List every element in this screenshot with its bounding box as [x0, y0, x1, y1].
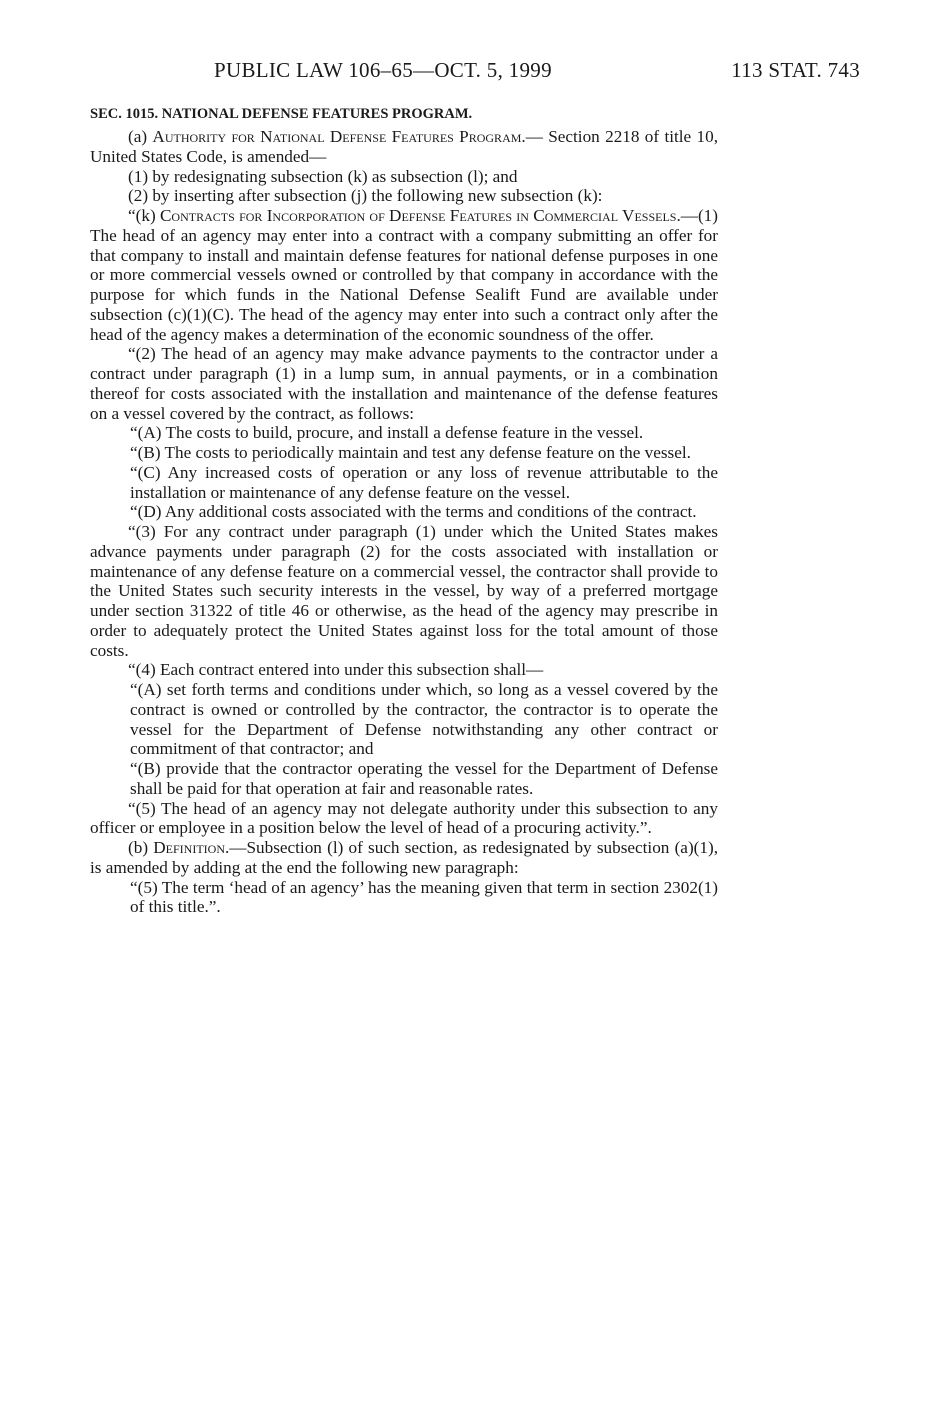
paragraph-k5: “(5) The head of an agency may not delegate authority under this subsection to any officer or employee in a position below the level of head of a procuring activity.”. [90, 798, 718, 838]
subsection-a [90, 127, 718, 167]
subsection-k-text: .—(1) The head of an agency may enter into a contract with a company submitting an offer for that company to install and maintain defense features for national defense purposes in one or more commercial vessels owned or controlled by that company in accordance with the purpose for which funds in the National Defense Sealift Fund are available under subsection (c)(1)(C). The head of the agency may enter into such a contract only after the head of the agency makes a determination of the economic soundness of the offer. [90, 206, 718, 344]
paragraph-k2D: “(D) Any additional costs associated with the terms and conditions of the contract. [130, 502, 697, 522]
paragraph-k4: “(4) Each contract entered into under this subsection shall— [128, 660, 544, 680]
paragraph-a1: (1) by redesignating subsection (k) as subsection (l); and [128, 166, 518, 186]
subsection-b-text: .—Subsection (l) of such section, as redesignated by subsection (a)(1), is amended by adding at the end the following new paragraph: [90, 838, 718, 877]
paragraph-k4A: “(A) set forth terms and conditions under which, so long as a vessel covered by the contract is owned or controlled by the contractor, the contractor is to operate the vessel for the Department of Defense notwithstanding any other contract or commitment of that contractor; and [130, 680, 718, 759]
subsection-b-heading: Definition [153, 838, 225, 857]
paragraph-k3: “(3) For any contract under paragraph (1) under which the United States makes advance payments under paragraph (2) for the costs associated with installation or maintenance of any defense feature on a commercial vessel, the contractor shall provide to the United States such security interests in the vessel, by way of a preferred mortgage under section 31322 of title 46 or otherwise, as the head of the agency may prescribe in order to adequately protect the United States against loss for the total amount of those costs. [90, 522, 718, 660]
paragraph-k2B: “(B) The costs to periodically maintain and test any defense feature on the vessel. [130, 443, 691, 462]
paragraph-b5: “(5) The term ‘head of an agency’ has the meaning given that term in section 2302(1) of this title.”. [130, 877, 718, 917]
subsection-k-heading: Contracts for Incorporation of Defense Features in Commercial Vessels [159, 206, 677, 225]
subsection-b [90, 838, 718, 878]
paragraph-k2: “(2) The head of an agency may make advance payments to the contractor under a contract under paragraph (1) in a lump sum, in annual payments, or in a combination thereof for costs associated with the installation and maintenance of the defense features on a vessel covered by the contract, as follows: [90, 344, 718, 423]
subsection-a-heading: Authority for National Defense Features Program [152, 127, 522, 146]
subsection-a-text: .— Section 2218 of title 10, United States Code, is amended— [90, 127, 718, 166]
paragraph-k2C: “(C) Any increased costs of operation or any loss of revenue attributable to the installation or maintenance of any defense feature on the vessel. [130, 462, 718, 502]
header-page-ref: 113 STAT. 743 [731, 58, 860, 82]
document-body [90, 103, 718, 917]
paragraph-a2: (2) by inserting after subsection (j) the following new subsection (k): [128, 186, 603, 206]
running-header [90, 58, 860, 84]
subsection-k-lead: “(k) [128, 206, 160, 225]
subsection-b-lead: (b) [128, 838, 154, 857]
subsection-a-lead: (a) [128, 127, 153, 146]
paragraph-k2A: “(A) The costs to build, procure, and install a defense feature in the vessel. [130, 423, 644, 443]
section-heading: SEC. 1015. NATIONAL DEFENSE FEATURES PROGRAM. [90, 106, 473, 122]
header-title: PUBLIC LAW 106–65—OCT. 5, 1999 [214, 58, 552, 82]
subsection-k [90, 206, 718, 344]
paragraph-k4B: “(B) provide that the contractor operating the vessel for the Department of Defense shall be paid for that operation at fair and reasonable rates. [130, 759, 718, 798]
